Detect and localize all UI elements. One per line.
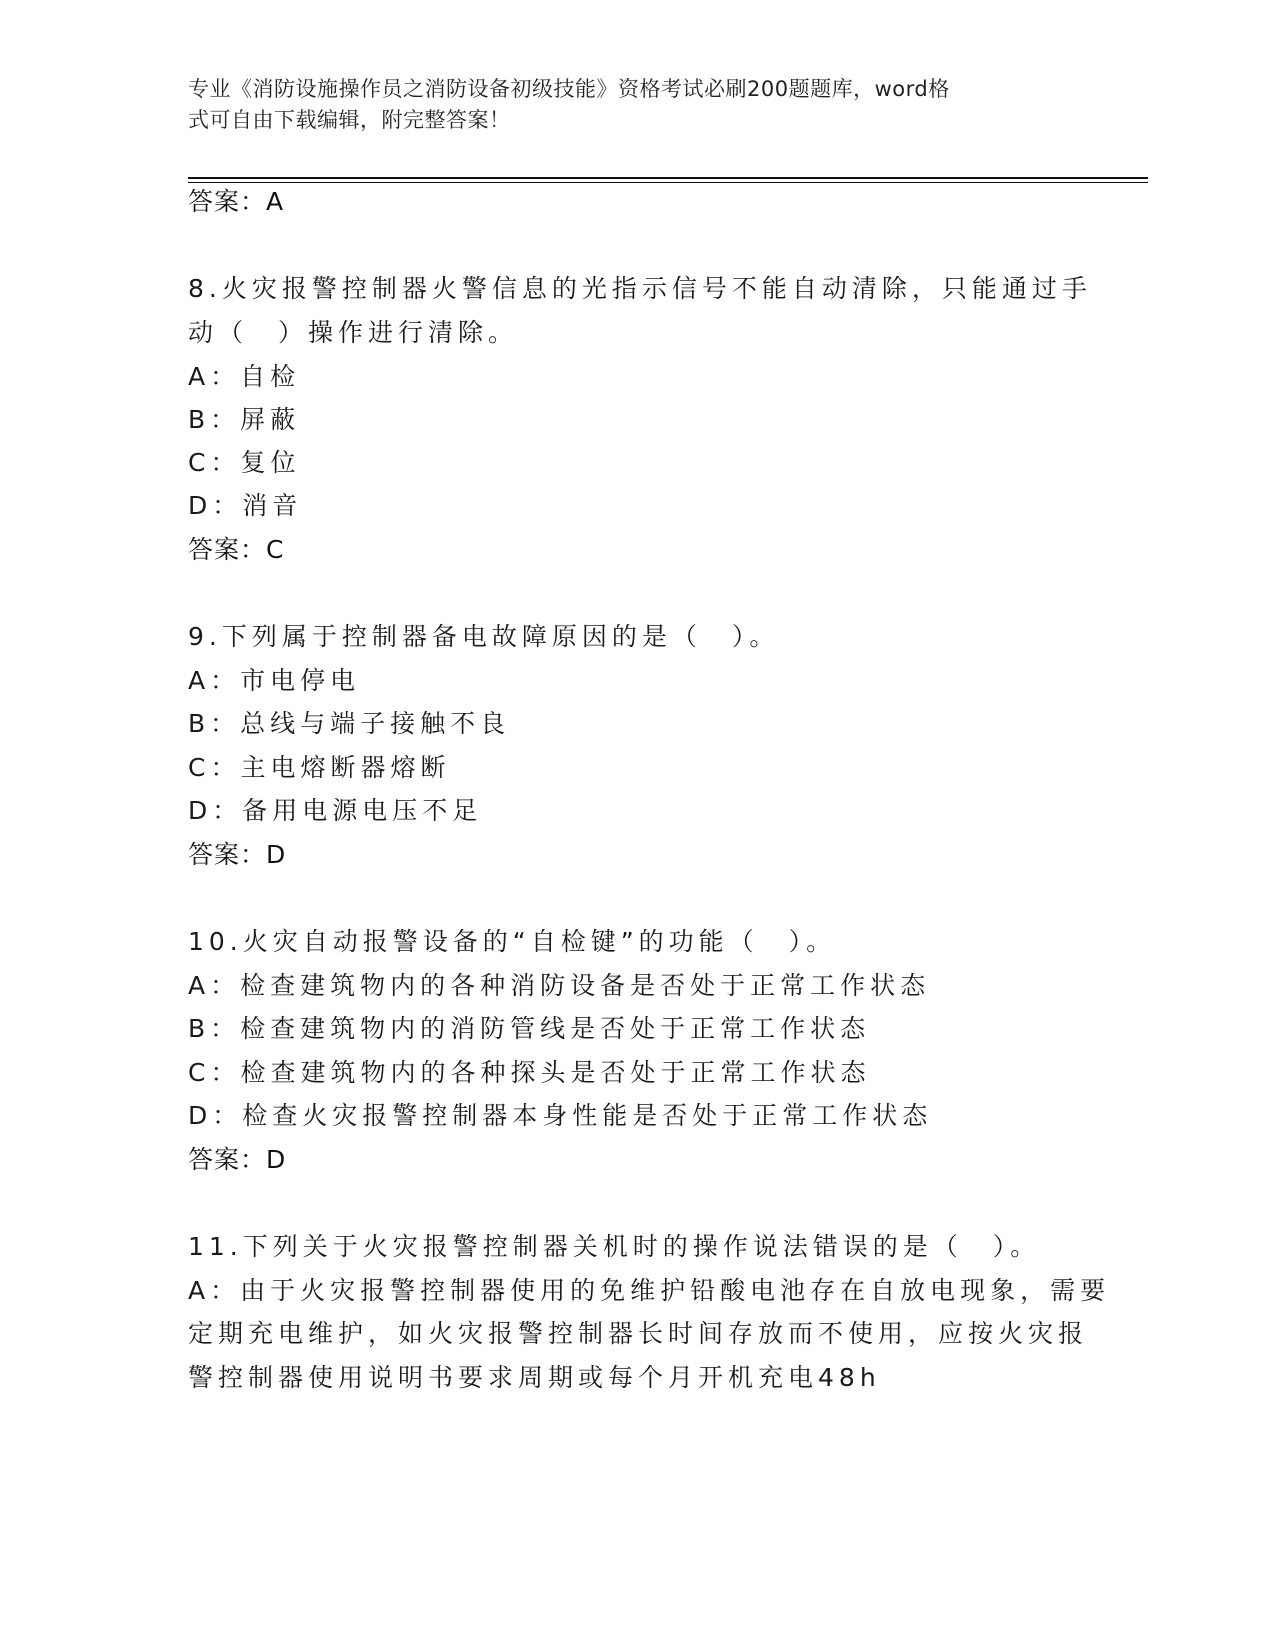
question-9-option-d: D：备用电源电压不足 bbox=[188, 796, 483, 825]
question-8-option-a: A：自检 bbox=[188, 362, 301, 391]
question-8-answer: 答案：C bbox=[188, 535, 285, 564]
question-10-option-d: D：检查火灾报警控制器本身性能是否处于正常工作状态 bbox=[188, 1101, 933, 1130]
question-10-option-c: C：检查建筑物内的各种探头是否处于正常工作状态 bbox=[188, 1058, 871, 1087]
question-9-option-a: A：市电停电 bbox=[188, 666, 361, 695]
question-9-option-b: B：总线与端子接触不良 bbox=[188, 709, 511, 738]
question-8-option-c: C：复位 bbox=[188, 448, 301, 477]
question-9-stem: 9.下列属于控制器备电故障原因的是（ ）。 bbox=[188, 622, 780, 651]
question-8-stem-line-2: 动（ ）操作进行清除。 bbox=[188, 318, 519, 347]
question-9-answer: 答案：D bbox=[188, 840, 287, 869]
header-line-1: 专业《消防设施操作员之消防设备初级技能》资格考试必刷200题题库，word格 bbox=[188, 77, 950, 101]
question-8-option-d: D：消音 bbox=[188, 491, 303, 520]
header-line-2: 式可自由下载编辑，附完整答案！ bbox=[188, 108, 511, 132]
question-8-stem-line-1: 8.火灾报警控制器火警信息的光指示信号不能自动清除，只能通过手 bbox=[188, 274, 1092, 303]
question-10-option-a: A：检查建筑物内的各种消防设备是否处于正常工作状态 bbox=[188, 971, 931, 1000]
question-8-option-b: B：屏蔽 bbox=[188, 405, 301, 434]
question-11-option-a-line-3: 警控制器使用说明书要求周期或每个月开机充电48h bbox=[188, 1363, 881, 1392]
question-11-option-a-line-1: A：由于火灾报警控制器使用的免维护铅酸电池存在自放电现象，需要 bbox=[188, 1276, 1111, 1305]
question-10-stem: 10.火灾自动报警设备的“自检键”的功能（ ）。 bbox=[188, 927, 837, 956]
question-9-option-c: C：主电熔断器熔断 bbox=[188, 753, 451, 782]
question-11-option-a-line-2: 定期充电维护，如火灾报警控制器长时间存放而不使用，应按火灾报 bbox=[188, 1319, 1089, 1348]
question-10-option-b: B：检查建筑物内的消防管线是否处于正常工作状态 bbox=[188, 1014, 871, 1043]
answer-previous: 答案：A bbox=[188, 187, 285, 216]
header-divider-thick bbox=[188, 177, 1148, 179]
document-header bbox=[188, 74, 1068, 136]
question-11-stem: 11.下列关于火灾报警控制器关机时的操作说法错误的是（ ）。 bbox=[188, 1232, 1041, 1261]
header-divider-thin bbox=[188, 182, 1148, 183]
question-10-answer: 答案：D bbox=[188, 1145, 287, 1174]
